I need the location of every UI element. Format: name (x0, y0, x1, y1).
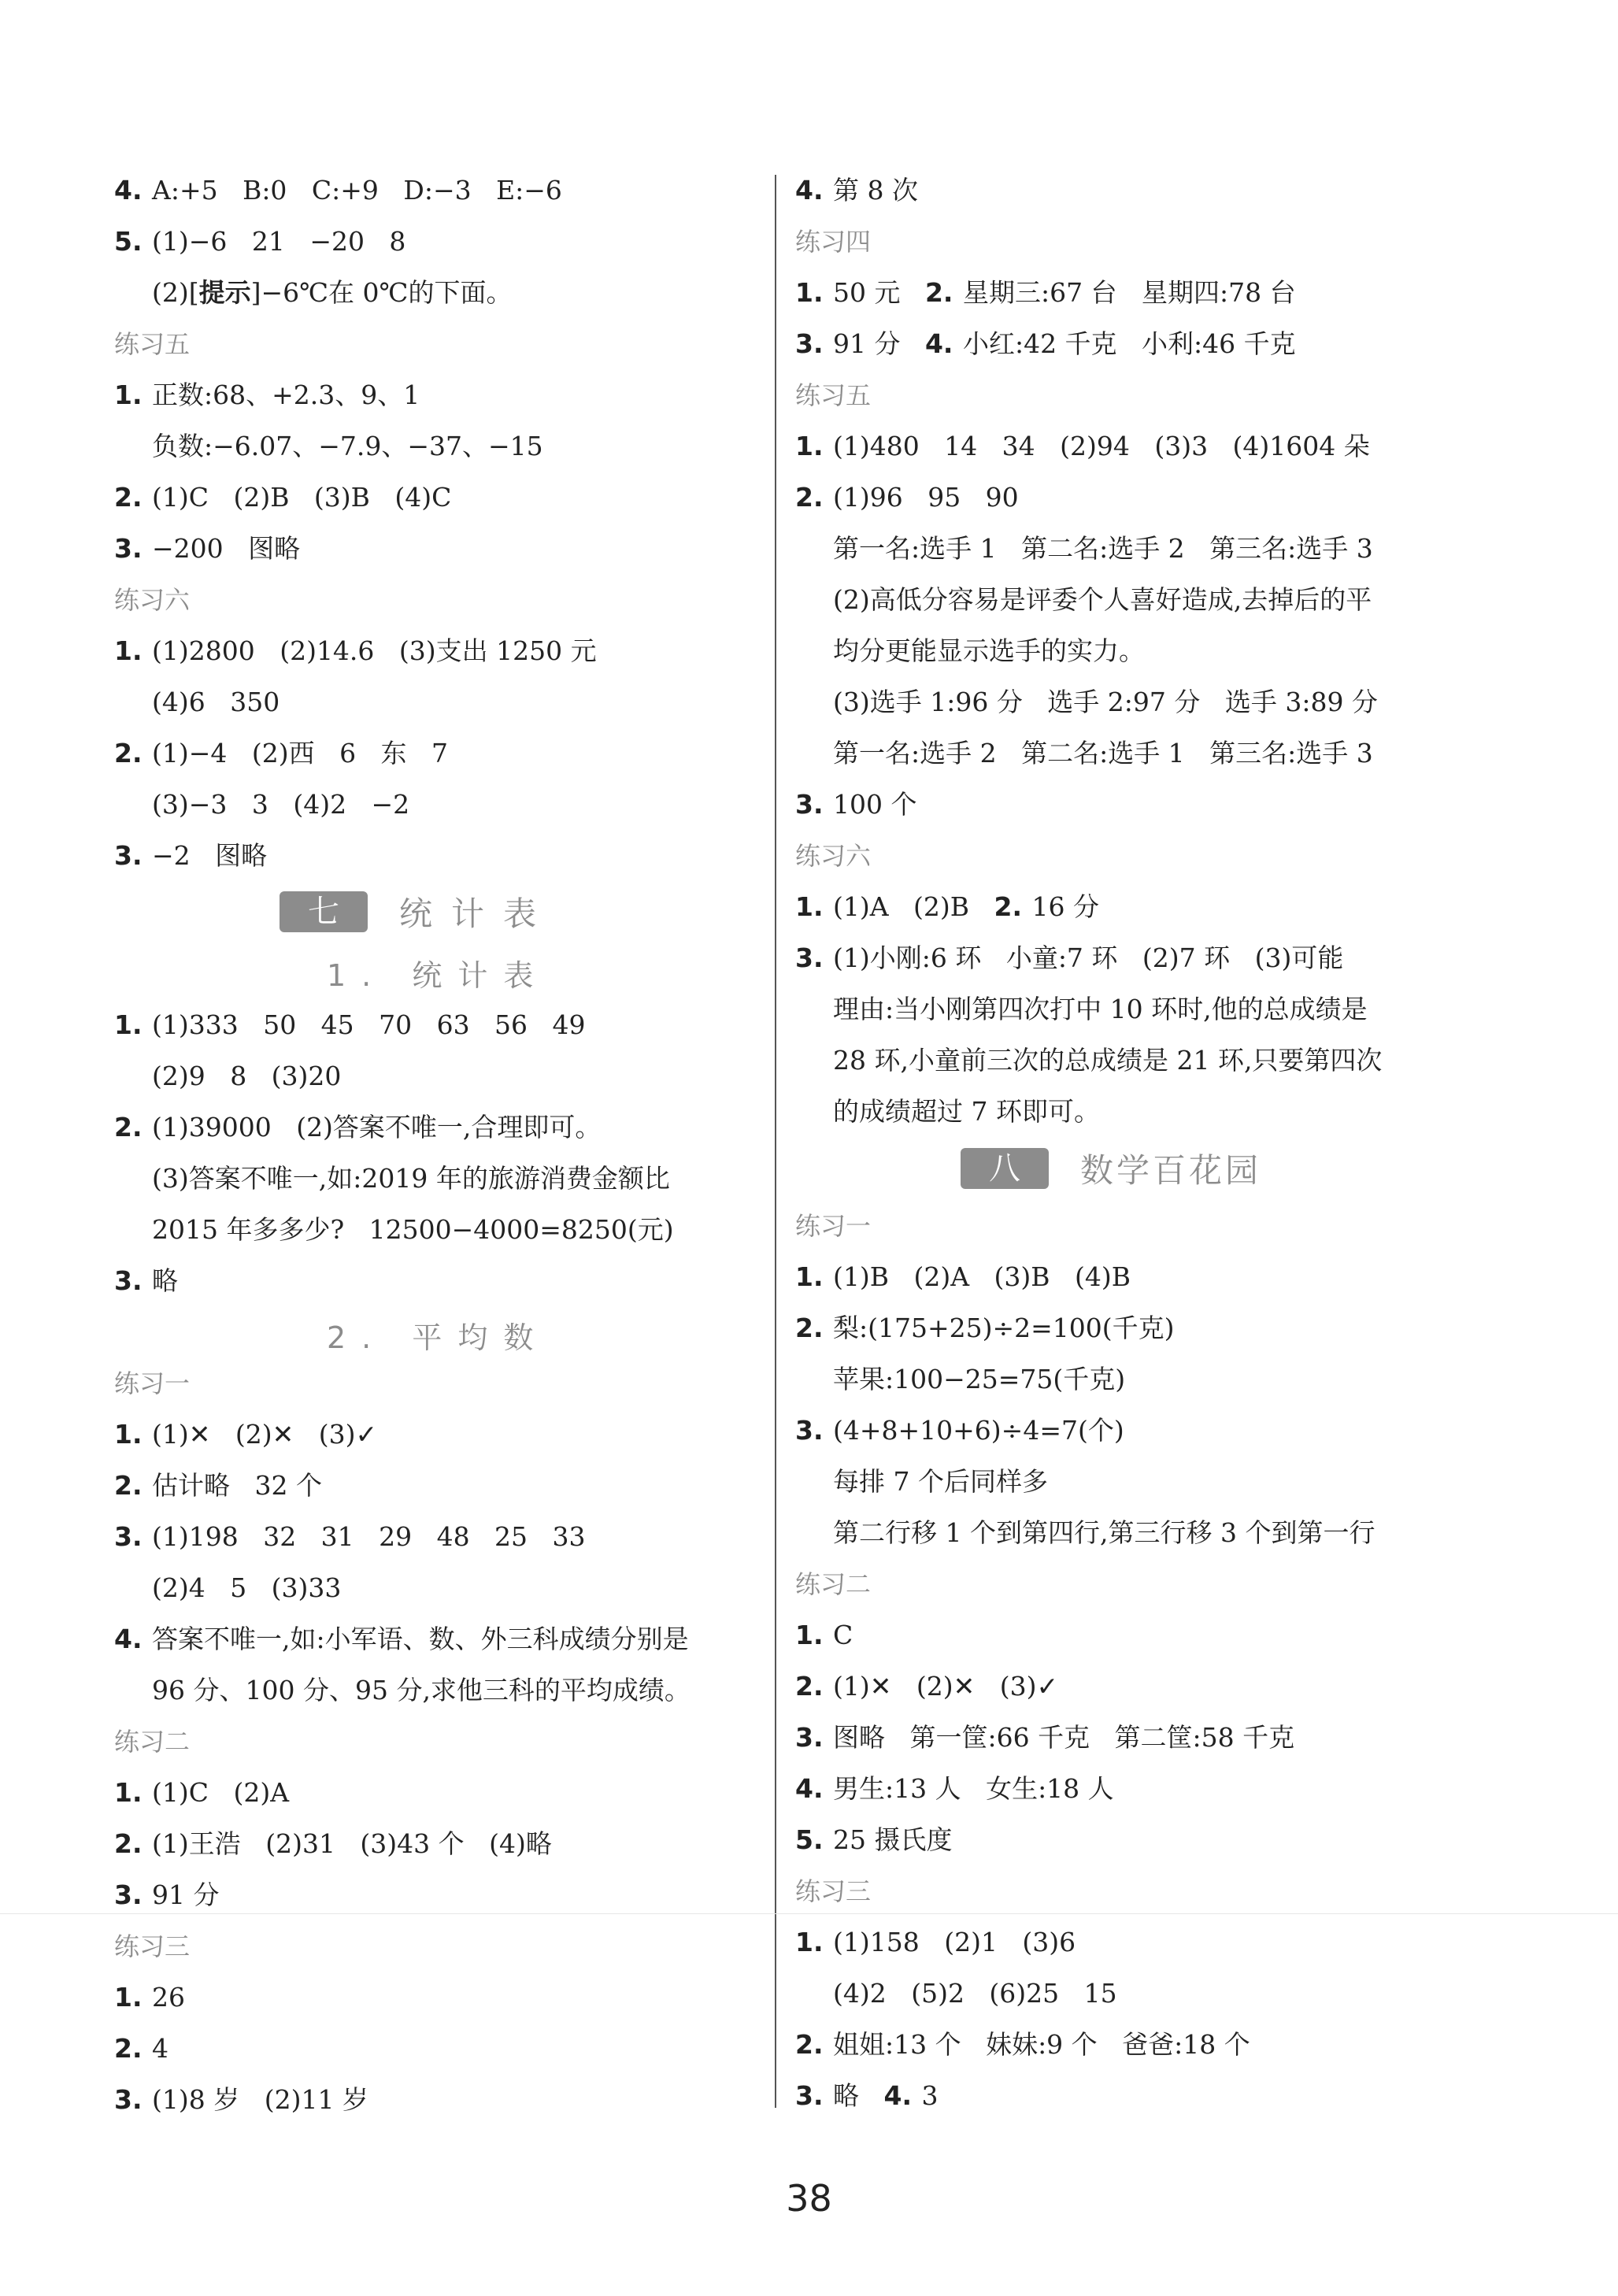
answer-line: 1. (1)A (2)B 2. 16 分 (795, 891, 1099, 922)
answer-line: 2. 估计略 32 个 (114, 1470, 322, 1501)
answer-line: 3. (1)198 32 31 29 48 25 33 (114, 1521, 586, 1552)
exercise-heading: 练习六 (795, 841, 872, 871)
exercise-heading: 练习二 (795, 1569, 872, 1599)
unit-badge: 七 (280, 891, 368, 932)
answer-line: 苹果:100−25=75(千克) (833, 1364, 1126, 1394)
answer-line: 第一名:选手 2 第二名:选手 1 第三名:选手 3 (833, 738, 1373, 768)
answer-line: 2. 4 (114, 2033, 168, 2064)
answer-line: 3. −2 图略 (114, 840, 268, 871)
answer-line: 3. 100 个 (795, 789, 917, 820)
answer-line: 2015 年多多少? 12500−4000=8250(元) (152, 1214, 674, 1245)
exercise-heading: 练习三 (114, 1931, 191, 1961)
answer-line: (2)高低分容易是评委个人喜好造成,去掉后的平 (833, 584, 1372, 615)
page-crease (0, 1913, 1618, 1914)
answer-line: 1. (1)B (2)A (3)B (4)B (795, 1261, 1131, 1292)
answer-line: 第一名:选手 1 第二名:选手 2 第三名:选手 3 (833, 533, 1373, 564)
answer-line: 负数:−6.07、−7.9、−37、−15 (152, 431, 543, 461)
unit-title: 七 统计表 (280, 888, 555, 935)
answer-line: (3)选手 1:96 分 选手 2:97 分 选手 3:89 分 (833, 687, 1378, 717)
exercise-heading: 练习三 (795, 1876, 872, 1906)
answer-line: 1. (1)2800 (2)14.6 (3)支出 1250 元 (114, 635, 597, 666)
answer-line: 4. 男生:13 人 女生:18 人 (795, 1773, 1114, 1804)
answer-line: (2)9 8 (3)20 (152, 1061, 342, 1091)
answer-line: 的成绩超过 7 环即可。 (833, 1096, 1100, 1127)
answer-line: 1. (1)✕ (2)✕ (3)✓ (114, 1419, 378, 1450)
hint-label: 提示 (198, 277, 251, 308)
answer-line: 2. (1)✕ (2)✕ (3)✓ (795, 1671, 1059, 1702)
answer-line: 2. (1)39000 (2)答案不唯一,合理即可。 (114, 1112, 602, 1142)
column-divider (775, 175, 776, 2108)
answer-line: 3. 略 (114, 1265, 178, 1296)
answer-line: 4. 第 8 次 (795, 175, 918, 206)
answer-line: 5. (1)−6 21 −20 8 (114, 226, 406, 257)
answer-line: (3)答案不唯一,如:2019 年的旅游消费金额比 (152, 1163, 670, 1194)
answer-line: 1. 50 元 2. 星期三:67 台 星期四:78 台 (795, 277, 1296, 308)
answer-line: 3. −200 图略 (114, 533, 301, 564)
exercise-heading: 练习五 (795, 380, 872, 410)
answer-line: 2. (1)96 95 90 (795, 482, 1019, 513)
answer-line: 1. C (795, 1620, 853, 1650)
answer-line: 3. 91 分 (114, 1879, 220, 1910)
answer-line: 2. (1)−4 (2)西 6 东 7 (114, 738, 449, 768)
exercise-heading: 练习六 (114, 585, 191, 615)
exercise-heading: 练习二 (114, 1727, 191, 1757)
page-number: 38 (786, 2177, 832, 2220)
answer-line: 5. 25 摄氏度 (795, 1824, 953, 1855)
answer-line: 理由:当小刚第四次打中 10 环时,他的总成绩是 (833, 994, 1368, 1024)
answer-line: 1. (1)333 50 45 70 63 56 49 (114, 1009, 586, 1040)
exercise-heading: 练习五 (114, 329, 191, 359)
answer-line: 1. 正数:68、+2.3、9、1 (114, 380, 420, 410)
answer-line: (3)−3 3 (4)2 −2 (152, 789, 410, 820)
answer-line: 28 环,小童前三次的总成绩是 21 环,只要第四次 (833, 1045, 1383, 1076)
answer-line: 1. (1)480 14 34 (2)94 (3)3 (4)1604 朵 (795, 431, 1370, 461)
answer-line: 1. (1)158 (2)1 (3)6 (795, 1927, 1076, 1957)
answer-line: (4)6 350 (152, 687, 280, 717)
answer-line: 3. (1)8 岁 (2)11 岁 (114, 2084, 368, 2115)
answer-line: 4. 答案不唯一,如:小军语、数、外三科成绩分别是 (114, 1624, 689, 1654)
answer-line: 3. (4+8+10+6)÷4=7(个) (795, 1415, 1124, 1446)
answer-line: 4. A:+5 B:0 C:+9 D:−3 E:−6 (114, 175, 562, 206)
unit-title: 八 数学百花园 (961, 1145, 1261, 1192)
answer-line: 1. 26 (114, 1982, 185, 2013)
exercise-heading: 练习四 (795, 227, 872, 257)
answer-line: 2. 梨:(175+25)÷2=100(千克) (795, 1313, 1175, 1343)
answer-line: 第二行移 1 个到第四行,第三行移 3 个到第一行 (833, 1517, 1375, 1548)
answer-line: (4)2 (5)2 (6)25 15 (833, 1978, 1117, 2009)
answer-line: 均分更能显示选手的实力。 (833, 635, 1145, 666)
answer-line: 96 分、100 分、95 分,求他三科的平均成绩。 (152, 1675, 691, 1705)
answer-line: 2. (1)C (2)B (3)B (4)C (114, 482, 452, 513)
answer-line: 2. 姐姐:13 个 妹妹:9 个 爸爸:18 个 (795, 2029, 1250, 2060)
answer-line: 3. 91 分 4. 小红:42 千克 小利:46 千克 (795, 328, 1296, 359)
answer-line: 3. (1)小刚:6 环 小童:7 环 (2)7 环 (3)可能 (795, 942, 1344, 973)
answer-line: 2. (1)王浩 (2)31 (3)43 个 (4)略 (114, 1828, 552, 1859)
answer-line: 每排 7 个后同样多 (833, 1466, 1048, 1497)
section-title: 1. 统计表 (327, 958, 550, 993)
exercise-heading: 练习一 (795, 1211, 872, 1241)
answer-line: (2)[提示]−6℃在 0℃的下面。 (152, 277, 513, 308)
answer-line: 3. 图略 第一筐:66 千克 第二筐:58 千克 (795, 1722, 1295, 1753)
exercise-heading: 练习一 (114, 1368, 191, 1398)
unit-badge: 八 (961, 1148, 1049, 1189)
answer-line: (2)4 5 (3)33 (152, 1572, 342, 1603)
answer-line: 1. (1)C (2)A (114, 1777, 290, 1808)
answer-line: 3. 略 4. 3 (795, 2080, 939, 2111)
section-title: 2. 平均数 (327, 1320, 550, 1355)
